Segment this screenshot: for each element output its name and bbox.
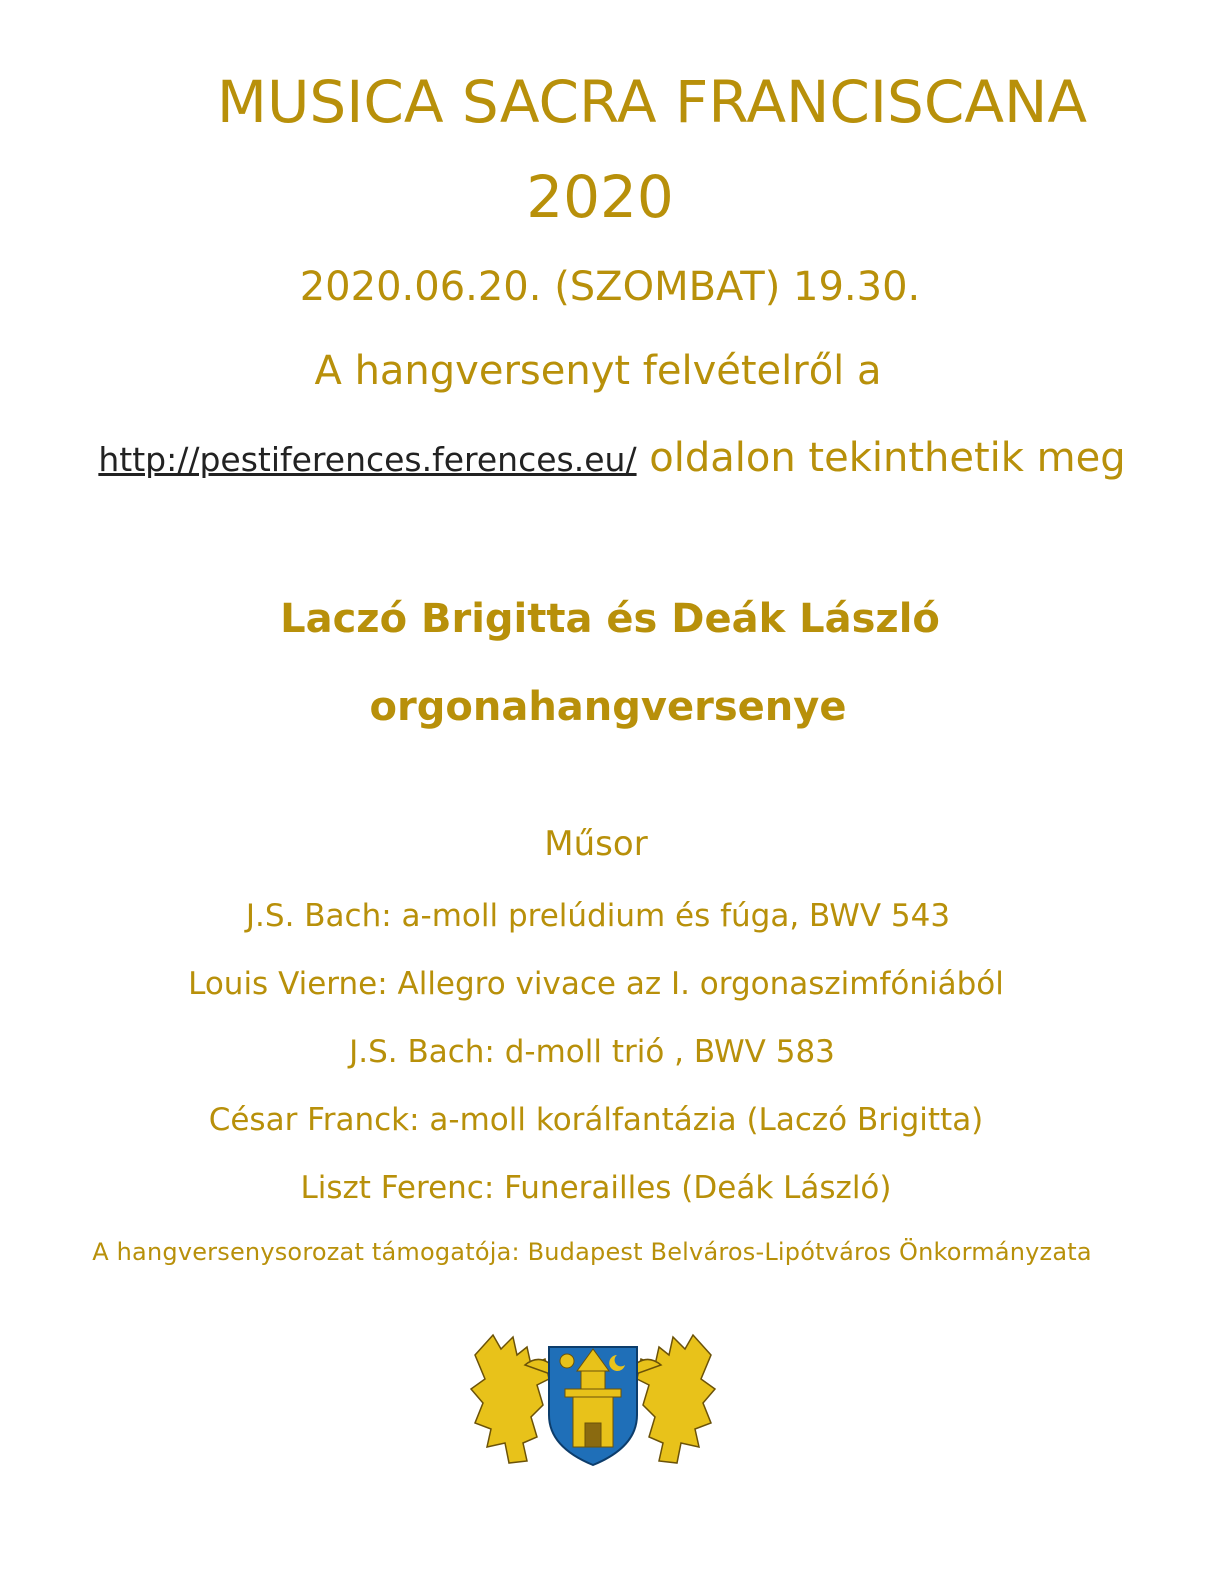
performers: Laczó Brigitta és Deák László [280, 596, 940, 642]
website-link[interactable]: http://pestiferences.ferences.eu/ [98, 440, 637, 479]
program-item: Liszt Ferenc: Funerailles (Deák László) [300, 1170, 892, 1206]
recording-note: A hangversenyt felvételről a [314, 348, 882, 394]
concert-kind: orgonahangversenye [369, 684, 847, 730]
coat-of-arms-icon [465, 1325, 721, 1467]
sponsor-note: A hangversenysorozat támogatója: Budapest Belváros-Lipótváros Önkormányzata [92, 1238, 1092, 1266]
program-item: J.S. Bach: d-moll trió , BWV 583 [349, 1034, 835, 1070]
title-year: 2020 [526, 163, 674, 231]
link-line [0, 435, 1224, 481]
link-suffix: oldalon tekinthetik meg [649, 435, 1126, 481]
program-heading: Műsor [544, 824, 648, 864]
title-line1: MUSICA SACRA FRANCISCANA [216, 68, 1088, 136]
event-date: 2020.06.20. (SZOMBAT) 19.30. [299, 264, 921, 310]
program-item: J.S. Bach: a-moll prelúdium és fúga, BWV 543 [245, 898, 951, 934]
program-item: Louis Vierne: Allegro vivace az I. orgonaszimfóniából [188, 966, 1004, 1002]
program-item: César Franck: a-moll korálfantázia (Laczó Brigitta) [208, 1102, 984, 1138]
